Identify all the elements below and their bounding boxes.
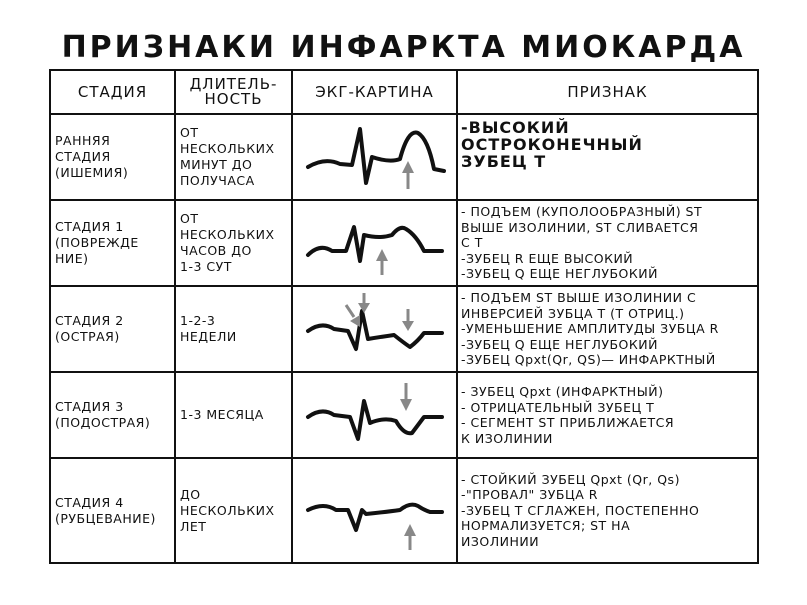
stage-line: СТАДИЯ 4 (55, 494, 124, 510)
sign-cell (457, 458, 758, 563)
ecg-cell (292, 114, 457, 200)
infarction-table (49, 69, 759, 564)
sign-line: - ЗУБЕЦ Qpxt (ИНФАРКТНЫЙ) (461, 384, 664, 399)
stage-line: РАННЯЯ (55, 133, 111, 148)
sign-line: -"ПРОВАЛ" ЗУБЦА R (461, 487, 598, 503)
sign-cell (457, 200, 758, 286)
ecg-cell (292, 286, 457, 372)
duration-line: МИНУТ ДО (180, 157, 253, 172)
stage-line: СТАДИЯ 1 (55, 219, 124, 234)
sign-line: К ИЗОЛИНИИ (461, 430, 553, 446)
sign-cell (457, 114, 758, 200)
stage-cell (50, 114, 175, 200)
sign-line: ИЗОЛИНИИ (461, 533, 540, 549)
stage-cell (50, 200, 175, 286)
sign-line: ВЫШЕ ИЗОЛИНИИ, ST СЛИВАЕТСЯ (461, 219, 699, 235)
duration-line: 1-3 СУТ (180, 259, 232, 274)
table-row (50, 458, 758, 563)
ecg-trace-stage-1 (300, 205, 450, 281)
table-row (50, 200, 758, 286)
sign-line: ОСТРОКОНЕЧНЫЙ (461, 135, 643, 154)
header-row (50, 70, 758, 114)
header-ecg: ЭКГ-КАРТИНА (292, 70, 457, 114)
stage-line: СТАДИЯ (55, 149, 111, 164)
sign-line: -ЗУБЕЦ Т СГЛАЖЕН, ПОСТЕПЕННО (461, 502, 700, 518)
stage-line: (РУБЦЕВАНИЕ) (55, 510, 156, 526)
ecg-cell (292, 372, 457, 458)
stage-line: (ПОДОСТРАЯ) (55, 415, 151, 430)
sign-line: - ПОДЪЕМ (КУПОЛООБРАЗНЫЙ) ST (461, 204, 703, 220)
stage-line: (ИШЕМИЯ) (55, 165, 129, 180)
duration-line: ЛЕТ (180, 518, 207, 534)
sign-line: НОРМАЛИЗУЕТСЯ; ST НА (461, 518, 631, 534)
stage-line: СТАДИЯ 3 (55, 399, 124, 414)
sign-line: - ОТРИЦАТЕЛЬНЫЙ ЗУБЕЦ T (461, 399, 655, 415)
duration-line: ОТ (180, 125, 199, 140)
duration-line: НЕСКОЛЬКИХ (180, 502, 275, 518)
duration-line: ЧАСОВ ДО (180, 243, 252, 258)
duration-cell (175, 114, 292, 200)
sign-line: -ЗУБЕЦ R ЕЩЕ ВЫСОКИЙ (461, 250, 634, 266)
sign-line: -УМЕНЬШЕНИЕ АМПЛИТУДЫ ЗУБЦА R (461, 321, 719, 337)
stage-cell (50, 286, 175, 372)
sign-line: ИНВЕРСИЕЙ ЗУБЦА T (T ОТРИЦ.) (461, 305, 685, 321)
ecg-cell (292, 458, 457, 563)
ecg-trace-stage-3 (300, 377, 450, 453)
duration-line: 1-3 МЕСЯЦА (180, 407, 264, 422)
stage-line: СТАДИЯ 2 (55, 313, 124, 328)
ecg-cell (292, 200, 457, 286)
duration-line: НЕСКОЛЬКИХ (180, 227, 275, 242)
duration-line: ДО (180, 486, 201, 502)
stage-line: (ОСТРАЯ) (55, 329, 120, 344)
sign-line: -ВЫСОКИЙ (461, 118, 570, 137)
header-duration-line: НОСТЬ (204, 90, 263, 108)
sign-line: С Т (461, 235, 483, 251)
ecg-trace-stage-4 (300, 468, 450, 554)
duration-line: 1-2-3 (180, 313, 216, 328)
table-row (50, 114, 758, 200)
duration-cell (175, 200, 292, 286)
duration-line: ПОЛУЧАСА (180, 173, 255, 188)
table-row (50, 286, 758, 372)
duration-cell (175, 458, 292, 563)
table-row (50, 372, 758, 458)
ecg-trace-early (300, 119, 450, 195)
stage-line: НИЕ) (55, 251, 89, 266)
duration-line: НЕСКОЛЬКИХ (180, 141, 275, 156)
sign-line: -ЗУБЕЦ Q ЕЩЕ НЕГЛУБОКИЙ (461, 336, 658, 352)
ecg-trace-stage-2 (300, 291, 450, 367)
header-stage: СТАДИЯ (50, 70, 175, 114)
sign-line: ЗУБЕЦ T (461, 152, 547, 171)
header-duration (175, 70, 292, 114)
header-sign: ПРИЗНАК (457, 70, 758, 114)
sign-cell (457, 372, 758, 458)
duration-line: НЕДЕЛИ (180, 329, 237, 344)
stage-cell (50, 372, 175, 458)
sign-line: -ЗУБЕЦ Qpxt(Qr, QS)— ИНФАРКТНЫЙ (461, 352, 716, 368)
sign-cell (457, 286, 758, 372)
stage-cell (50, 458, 175, 563)
duration-line: ОТ (180, 211, 199, 226)
page-title: ПРИЗНАКИ ИНФАРКТА МИОКАРДА (61, 30, 746, 65)
sign-line: - ПОДЪЕМ ST ВЫШЕ ИЗОЛИНИИ С (461, 290, 697, 306)
sign-line: -ЗУБЕЦ Q ЕЩЕ НЕГЛУБОКИЙ (461, 266, 658, 282)
sign-line: - СТОЙКИЙ ЗУБЕЦ Qpxt (Qr, Qs) (461, 471, 680, 487)
stage-line: (ПОВРЕЖДЕ (55, 235, 139, 250)
header-duration-line: ДЛИТЕЛЬ- (189, 75, 278, 93)
sign-line: - СЕГМЕНТ ST ПРИБЛИЖАЕТСЯ (461, 415, 675, 430)
duration-cell (175, 372, 292, 458)
duration-cell (175, 286, 292, 372)
